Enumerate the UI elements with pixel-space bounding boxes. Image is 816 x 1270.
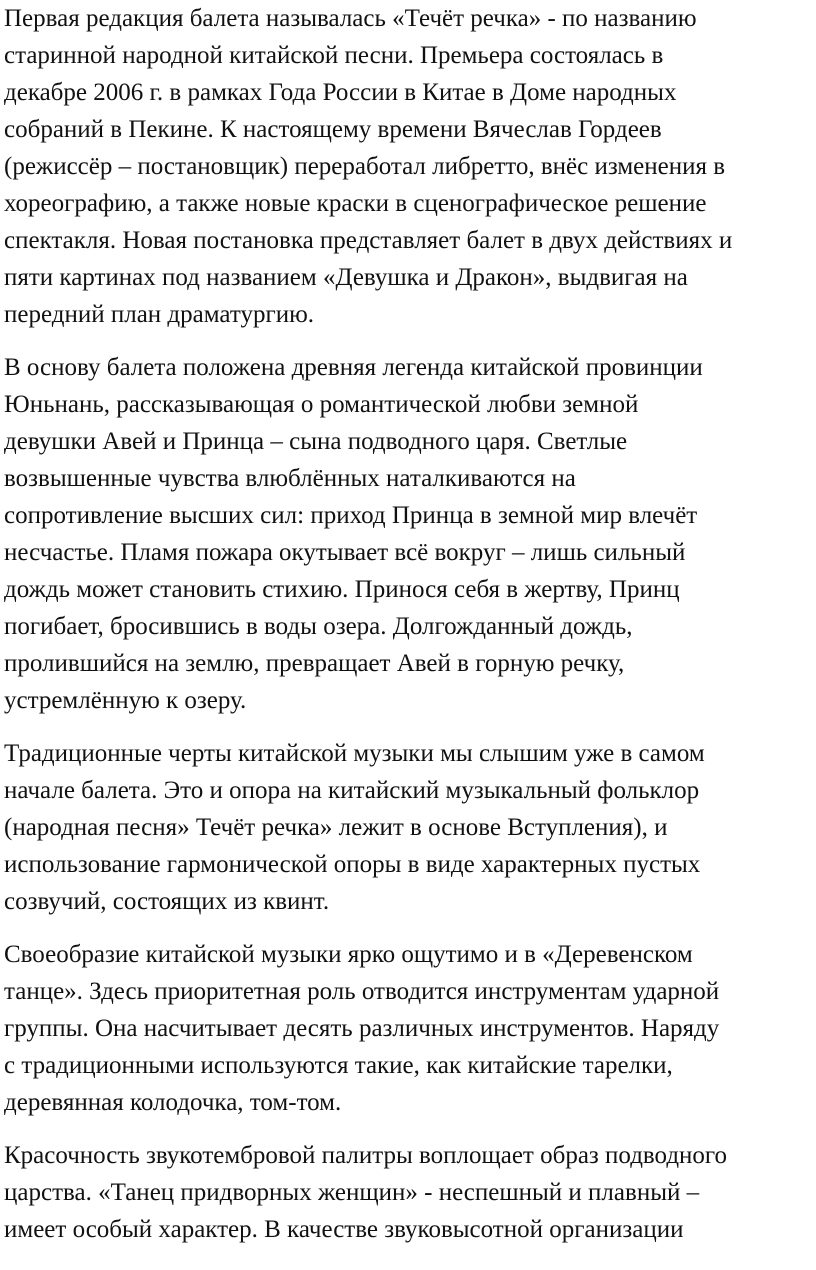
text-line: хореографию, а также новые краски в сценографическое решение	[4, 190, 707, 217]
text-line: Красочность звукотембровой палитры воплощает образ подводного	[4, 1142, 728, 1169]
text-line: передний план драматургию.	[4, 301, 314, 328]
paragraph-1	[4, 0, 813, 333]
text-line: группы. Она насчитывает десять различных инструментов. Наряду	[4, 1015, 720, 1042]
text-line: старинной народной китайской песни. Премьера состоялась в	[4, 42, 664, 69]
paragraph-5	[4, 1137, 813, 1248]
text-line: пролившийся на землю, превращает Авей в горную речку,	[4, 650, 625, 677]
text-line: Первая редакция балета называлась «Течёт речка» - по названию	[4, 5, 697, 32]
text-line: имеет особый характер. В качестве звуковысотной организации	[4, 1216, 684, 1243]
text-line: собраний в Пекине. К настоящему времени Вячеслав Гордеев	[4, 116, 662, 143]
text-line: деревянная колодочка, том-том.	[4, 1089, 342, 1116]
text-line: дождь может становить стихию. Принося себя в жертву, Принц	[4, 576, 680, 603]
text-line: царства. «Танец придворных женщин» - неспешный и плавный –	[4, 1179, 700, 1206]
text-line: возвышенные чувства влюблённых наталкиваются на	[4, 465, 576, 492]
text-line: декабре 2006 г. в рамках Года России в Китае в Доме народных	[4, 79, 677, 106]
text-line: созвучий, состоящих из квинт.	[4, 888, 330, 915]
text-line: устремлённую к озеру.	[4, 687, 247, 714]
text-line: Юньнань, рассказывающая о романтической любви земной	[4, 391, 639, 418]
text-line: использование гармонической опоры в виде характерных пустых	[4, 851, 701, 878]
text-line: девушки Авей и Принца – сына подводного царя. Светлые	[4, 428, 628, 455]
text-line: Традиционные черты китайской музыки мы слышим уже в самом	[4, 740, 705, 767]
text-line: танце». Здесь приоритетная роль отводится инструментам ударной	[4, 978, 720, 1005]
text-line: сопротивление высших сил: приход Принца в земной мир влечёт	[4, 502, 698, 529]
text-line: В основу балета положена древняя легенда китайской провинции	[4, 354, 703, 381]
text-line: (режиссёр – постановщик) переработал либретто, внёс изменения в	[4, 153, 726, 180]
text-line: погибает, бросившись в воды озера. Долгожданный дождь,	[4, 613, 633, 640]
text-line: (народная песня» Течёт речка» лежит в основе Вступления), и	[4, 814, 668, 841]
paragraph-2	[4, 349, 813, 719]
paragraph-3	[4, 735, 813, 920]
text-line: несчастье. Пламя пожара окутывает всё вокруг – лишь сильный	[4, 539, 686, 566]
text-line: начале балета. Это и опора на китайский музыкальный фольклор	[4, 777, 700, 804]
text-line: с традиционными используются такие, как китайские тарелки,	[4, 1052, 673, 1079]
text-line: спектакля. Новая постановка представляет балет в двух действиях и	[4, 227, 733, 254]
text-line: пяти картинах под названием «Девушка и Дракон», выдвигая на	[4, 264, 688, 291]
text-line: Своеобразие китайской музыки ярко ощутимо и в «Деревенском	[4, 941, 693, 968]
paragraph-4	[4, 936, 813, 1121]
